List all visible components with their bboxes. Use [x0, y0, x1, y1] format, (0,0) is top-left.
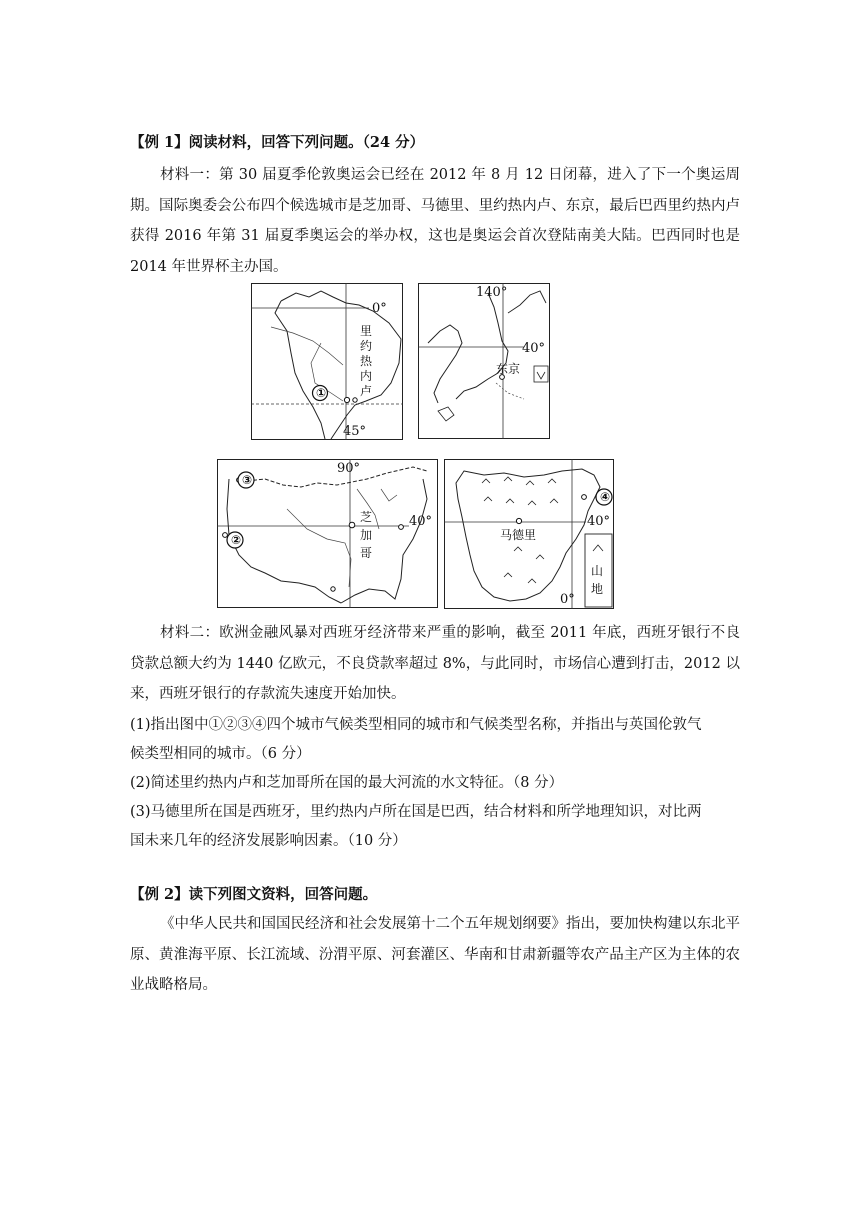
- svg-text:里: 里: [360, 324, 373, 338]
- question1-line2: 候类型相同的城市。（6 分）: [130, 746, 311, 762]
- japan-map-lon: 140°: [476, 285, 508, 300]
- svg-text:卢: 卢: [360, 384, 373, 398]
- svg-text:山: 山: [591, 564, 604, 578]
- svg-text:约: 约: [360, 339, 373, 353]
- question3-line1: (3)马德里所在国是西班牙，里约热内卢所在国是巴西，结合材料和所学地理知识，对比两: [130, 804, 702, 820]
- svg-text:芝: 芝: [360, 510, 373, 524]
- example2-header: 【例 2】读下列图文资料，回答问题。: [130, 886, 378, 903]
- question1-line1: (1)指出图中①②③④四个城市气候类型相同的城市和气候类型名称，并指出与英国伦敦气: [130, 717, 702, 733]
- japan-map-city-label: 东京: [496, 362, 521, 376]
- brazil-map-lat: 0°: [372, 301, 387, 316]
- brazil-map-city-label: [360, 324, 373, 398]
- usa-map-num2: ②: [231, 533, 242, 547]
- usa-map-city-label: [360, 510, 372, 560]
- brazil-map-lon: 45°: [343, 424, 367, 439]
- usa-map-lon: 90°: [337, 461, 361, 476]
- brazil-map: [251, 283, 403, 440]
- material2-text: 材料二：欧洲金融风暴对西班牙经济带来严重的影响，截至 2011 年底，西班牙银行不良贷款总额大约为 1440 亿欧元，不良贷款率超过 8%，与此同时，市场信心遭到打击，2012 以来，西班牙银行的存款流失速度开始加快。: [130, 625, 740, 702]
- spain-map-lon: 0°: [560, 592, 575, 607]
- usa-map: [217, 459, 438, 608]
- japan-map-lat: 40°: [522, 341, 546, 356]
- material1-text: 材料一：第 30 届夏季伦敦奥运会已经在 2012 年 8 月 12 日闭幕，进入了下一个奥运周期。国际奥委会公布四个候选城市是芝加哥、马德里、里约热内卢、东京，最后巴西里约热内卢获得 2016 年第 31 届夏季奥运会的举办权，这也是奥运会首次登陆南美大陆。巴西同时也是 2014 年世界杯主办国。: [130, 167, 740, 275]
- example2-body: 《中华人民共和国国民经济和社会发展第十二个五年规划纲要》指出，要加快构建以东北平原、黄淮海平原、长江流域、汾渭平原、河套灌区、华南和甘肃新疆等农产品主产区为主体的农业战略格局。: [130, 916, 740, 993]
- spain-map: [444, 459, 614, 609]
- question2: (2)简述里约热内卢和芝加哥所在国的最大河流的水文特征。（8 分）: [130, 775, 564, 791]
- question3-line2: 国未来几年的经济发展影响因素。（10 分）: [130, 833, 407, 849]
- spain-map-city-label: 马德里: [500, 528, 537, 542]
- usa-map-num3: ③: [242, 473, 253, 487]
- usa-map-lat: 40°: [409, 514, 433, 529]
- svg-text:加: 加: [360, 528, 373, 542]
- svg-text:地: 地: [591, 582, 604, 596]
- spain-map-lat: 40°: [587, 514, 611, 529]
- svg-text:哥: 哥: [360, 546, 373, 560]
- spain-map-num4: ④: [600, 490, 611, 504]
- brazil-map-num1: ①: [316, 386, 327, 400]
- japan-map: [418, 283, 550, 439]
- svg-text:热: 热: [360, 354, 373, 368]
- svg-text:内: 内: [360, 369, 373, 383]
- example1-header: 【例 1】阅读材料，回答下列问题。（24 分）: [130, 134, 425, 151]
